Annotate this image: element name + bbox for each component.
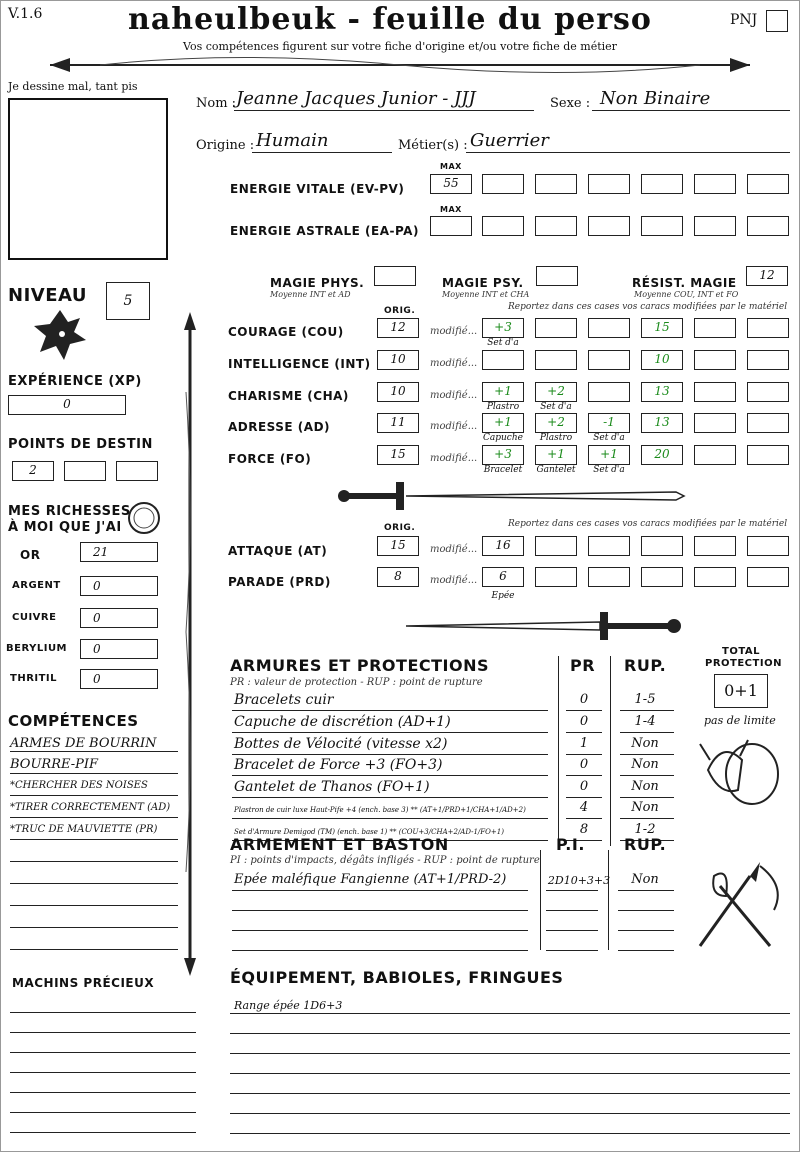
- carac-mod-box[interactable]: +1: [588, 445, 630, 465]
- carac-mod-box[interactable]: [694, 413, 736, 433]
- attaque-box-6[interactable]: [747, 536, 789, 556]
- richesse-berylium-box[interactable]: 0: [80, 639, 158, 659]
- spear-ornament-icon: [40, 50, 760, 80]
- combat-orig-label: ORIG.: [384, 523, 416, 533]
- carac-mod-box[interactable]: [694, 318, 736, 338]
- carac-mod-box[interactable]: [535, 350, 577, 370]
- carac-modif-label: modifié...: [430, 390, 478, 401]
- carac-mod-source: Set d'a: [593, 465, 625, 475]
- armure-name[interactable]: Plastron de cuir luxe Haut-Pife +4 (ench. base 3) ** (AT+1/PRD+1/CHA+1/AD+2): [234, 806, 526, 814]
- coin-icon: [126, 500, 162, 536]
- page-title: naheulbeuk - feuille du perso: [128, 2, 652, 37]
- armure-rup[interactable]: Non: [631, 736, 659, 751]
- carac-modif-label: modifié...: [430, 358, 478, 369]
- armures-rup-header: RUP.: [624, 656, 667, 675]
- magie-phys-note: Moyenne INT et AD: [270, 290, 351, 299]
- armure-pr[interactable]: 0: [579, 779, 589, 794]
- carac-mod-box[interactable]: [747, 445, 789, 465]
- richesses-label-1: MES RICHESSES: [8, 504, 131, 519]
- attaque-modif-label: modifié...: [430, 544, 478, 555]
- ea-box-1[interactable]: [482, 216, 524, 236]
- armure-rup[interactable]: Non: [631, 800, 659, 815]
- carac-mod-box[interactable]: [588, 318, 630, 338]
- arme-pi[interactable]: 2D10+3+3: [547, 874, 611, 887]
- ea-label: ENERGIE ASTRALE (EA-PA): [230, 224, 419, 238]
- carac-mod-source: Gantelet: [536, 465, 576, 475]
- attaque-box-2[interactable]: [535, 536, 577, 556]
- ea-box-3[interactable]: [588, 216, 630, 236]
- metier-value[interactable]: Guerrier: [470, 130, 549, 151]
- pas-de-limite: pas de limite: [704, 714, 776, 727]
- portrait-caption: Je dessine mal, tant pis: [8, 80, 138, 93]
- origine-value[interactable]: Humain: [256, 130, 329, 151]
- dragon-icon: [30, 304, 90, 364]
- armure-rup[interactable]: Non: [631, 779, 659, 794]
- carac-mod-box[interactable]: +3: [482, 318, 524, 338]
- resist-magie-box[interactable]: 12: [746, 266, 788, 286]
- richesse-thritil-label: THRITIL: [10, 673, 58, 684]
- niveau-label: NIVEAU: [8, 285, 87, 306]
- parade-label: PARADE (PRD): [228, 575, 331, 589]
- carac-name: INTELLIGENCE (INT): [228, 357, 371, 371]
- carac-mod-box[interactable]: +1: [482, 382, 524, 402]
- attaque-box-5[interactable]: [694, 536, 736, 556]
- armure-pr[interactable]: 4: [579, 800, 589, 815]
- armures-pr-header: PR: [570, 656, 596, 675]
- armure-name[interactable]: Bottes de Vélocité (vitesse x2): [234, 736, 448, 752]
- competence-1[interactable]: ARMES DE BOURRIN: [10, 736, 157, 751]
- carac-mod-source: Capuche: [483, 433, 523, 443]
- sexe-label: Sexe :: [550, 96, 591, 111]
- armure-rup[interactable]: Non: [631, 757, 659, 772]
- attaque-label: ATTAQUE (AT): [228, 544, 328, 558]
- armure-name[interactable]: Capuche de discrétion (AD+1): [234, 714, 451, 730]
- magie-psy-label: MAGIE PSY.: [442, 276, 524, 290]
- carac-mod-box[interactable]: [694, 382, 736, 402]
- armure-name[interactable]: Bracelet de Force +3 (FO+3): [234, 757, 443, 773]
- richesse-cuivre-box[interactable]: 0: [80, 608, 158, 628]
- carac-orig-box[interactable]: 10: [377, 382, 419, 402]
- equipement-title: ÉQUIPEMENT, BABIOLES, FRINGUES: [230, 968, 564, 987]
- parade-modif-label: modifié...: [430, 575, 478, 586]
- parade-mod-source: Epée: [491, 591, 515, 601]
- carac-orig-box[interactable]: 12: [377, 318, 419, 338]
- magie-phys-box[interactable]: [374, 266, 416, 286]
- parade-box-4[interactable]: [641, 567, 683, 587]
- armure-name[interactable]: Gantelet de Thanos (FO+1): [234, 779, 430, 795]
- competences-label: COMPÉTENCES: [8, 712, 139, 730]
- armure-pr[interactable]: 0: [579, 692, 589, 707]
- magie-phys-label: MAGIE PHYS.: [270, 276, 365, 290]
- ev-box-6[interactable]: [747, 174, 789, 194]
- richesse-or-box[interactable]: 21: [80, 542, 158, 562]
- parade-box-3[interactable]: [588, 567, 630, 587]
- parade-box-6[interactable]: [747, 567, 789, 587]
- total-protection-box[interactable]: 0+1: [714, 674, 768, 708]
- total-protection-label-1: TOTAL: [722, 646, 760, 657]
- xp-box[interactable]: 0: [8, 395, 126, 415]
- parade-orig-box[interactable]: 8: [377, 567, 419, 587]
- page-subtitle: Vos compétences figurent sur votre fiche d'origine et/ou votre fiche de métier: [183, 40, 617, 53]
- carac-mod-box[interactable]: [747, 413, 789, 433]
- richesses-label-2: À MOI QUE J'AI: [8, 520, 122, 535]
- caracs-orig-label: ORIG.: [384, 306, 416, 316]
- parade-mod-box[interactable]: 6: [482, 567, 524, 587]
- ev-box-5[interactable]: [694, 174, 736, 194]
- carac-mod-source: Bracelet: [483, 465, 523, 475]
- armures-title: ARMURES ET PROTECTIONS: [230, 656, 489, 675]
- magie-psy-box[interactable]: [536, 266, 578, 286]
- sword-icon: [336, 476, 686, 516]
- armure-rup[interactable]: 1-5: [634, 692, 656, 707]
- destin-box-1[interactable]: 2: [12, 461, 54, 481]
- carac-mod-source: Plastro: [539, 433, 573, 443]
- portrait-box[interactable]: [8, 98, 168, 260]
- carac-name: ADRESSE (AD): [228, 420, 331, 434]
- armure-rup[interactable]: 1-2: [634, 822, 656, 837]
- parade-box-5[interactable]: [694, 567, 736, 587]
- ea-max-label: MAX: [440, 205, 462, 214]
- richesse-argent-box[interactable]: 0: [80, 576, 158, 596]
- sexe-value[interactable]: Non Binaire: [600, 88, 711, 109]
- pnj-label: PNJ: [730, 12, 758, 28]
- ev-label: ENERGIE VITALE (EV-PV): [230, 182, 405, 196]
- nom-value[interactable]: Jeanne Jacques Junior - JJJ: [236, 88, 476, 109]
- armement-note: PI : points d'impacts, dégâts infligés - RUP : point de rupture: [230, 855, 540, 866]
- ea-max-box[interactable]: [430, 216, 472, 236]
- carac-mod-source: Plastro: [486, 402, 520, 412]
- version-label: V.1.6: [8, 6, 43, 22]
- carac-mod-box[interactable]: [747, 382, 789, 402]
- pnj-checkbox[interactable]: [766, 10, 788, 32]
- armure-pr[interactable]: 8: [579, 822, 589, 837]
- armure-pr[interactable]: 0: [579, 757, 589, 772]
- caracs-report-note: Reportez dans ces cases vos caracs modifiées par le matériel: [508, 302, 788, 312]
- carac-mod-box[interactable]: +1: [535, 445, 577, 465]
- carac-orig-box[interactable]: 11: [377, 413, 419, 433]
- carac-mod-box[interactable]: [694, 350, 736, 370]
- destin-box-3[interactable]: [116, 461, 158, 481]
- richesse-argent-label: ARGENT: [12, 580, 61, 591]
- armement-pi-header: P.I.: [556, 835, 585, 854]
- carac-mod-box[interactable]: [747, 350, 789, 370]
- competence-4[interactable]: *TIRER CORRECTEMENT (AD): [10, 802, 171, 813]
- carac-mod-box[interactable]: [694, 445, 736, 465]
- ea-box-4[interactable]: [641, 216, 683, 236]
- carac-mod-box[interactable]: 13: [641, 413, 683, 433]
- origine-label: Origine :: [196, 138, 255, 153]
- carac-mod-box[interactable]: [588, 382, 630, 402]
- richesse-or-label: OR: [20, 548, 41, 562]
- destin-box-2[interactable]: [64, 461, 106, 481]
- equipement-item-1[interactable]: Range épée 1D6+3: [234, 999, 343, 1012]
- carac-orig-box[interactable]: 15: [377, 445, 419, 465]
- competence-2[interactable]: BOURRE-PIF: [10, 757, 99, 772]
- helmet-shield-icon: [698, 730, 782, 810]
- destin-label: POINTS DE DESTIN: [8, 437, 153, 452]
- attaque-box-3[interactable]: [588, 536, 630, 556]
- ev-box-1[interactable]: [482, 174, 524, 194]
- richesse-berylium-label: BERYLIUM: [6, 643, 68, 654]
- carac-modif-label: modifié...: [430, 326, 478, 337]
- richesse-cuivre-label: CUIVRE: [12, 612, 57, 623]
- xp-label: EXPÉRIENCE (XP): [8, 374, 142, 389]
- competence-5[interactable]: *TRUC DE MAUVIETTE (PR): [10, 824, 158, 835]
- carac-modif-label: modifié...: [430, 421, 478, 432]
- carac-mod-box[interactable]: 20: [641, 445, 683, 465]
- arme-name[interactable]: Epée maléfique Fangienne (AT+1/PRD-2): [234, 872, 507, 887]
- armement-title: ARMEMENT ET BASTON: [230, 835, 449, 854]
- carac-orig-box[interactable]: 10: [377, 350, 419, 370]
- carac-mod-source: Set d'a: [487, 338, 519, 348]
- carac-mod-box[interactable]: [747, 318, 789, 338]
- carac-mod-box[interactable]: +2: [535, 413, 577, 433]
- carac-mod-source: Set d'a: [593, 433, 625, 443]
- carac-mod-box[interactable]: +2: [535, 382, 577, 402]
- armement-rup-header: RUP.: [624, 835, 667, 854]
- carac-mod-box[interactable]: -1: [588, 413, 630, 433]
- attaque-box-4[interactable]: [641, 536, 683, 556]
- ev-box-2[interactable]: [535, 174, 577, 194]
- ea-box-6[interactable]: [747, 216, 789, 236]
- total-protection-label-2: PROTECTION: [705, 658, 782, 669]
- armure-pr[interactable]: 0: [579, 714, 589, 729]
- magie-psy-note: Moyenne INT et CHA: [442, 290, 530, 299]
- combat-report-note: Reportez dans ces cases vos caracs modifiées par le matériel: [508, 519, 788, 529]
- carac-name: FORCE (FO): [228, 452, 312, 466]
- carac-mod-box[interactable]: [482, 350, 524, 370]
- attaque-mod-box[interactable]: 16: [482, 536, 524, 556]
- armure-rup[interactable]: 1-4: [634, 714, 656, 729]
- ev-max-box[interactable]: 55: [430, 174, 472, 194]
- sword-icon-2: [400, 608, 690, 644]
- carac-mod-source: Set d'a: [540, 402, 572, 412]
- ev-max-label: MAX: [440, 162, 462, 171]
- resist-magie-label: RÉSIST. MAGIE: [632, 276, 737, 290]
- arme-rup[interactable]: Non: [631, 872, 659, 887]
- richesse-thritil-box[interactable]: 0: [80, 669, 158, 689]
- metier-label: Métier(s) :: [398, 138, 468, 153]
- machins-label: MACHINS PRÉCIEUX: [12, 976, 155, 990]
- carac-mod-box[interactable]: +3: [482, 445, 524, 465]
- carac-name: CHARISME (CHA): [228, 389, 349, 403]
- carac-mod-box[interactable]: 10: [641, 350, 683, 370]
- carac-mod-box[interactable]: +1: [482, 413, 524, 433]
- carac-mod-box[interactable]: [535, 318, 577, 338]
- resist-magie-note: Moyenne COU, INT et FO: [634, 290, 739, 299]
- competence-3[interactable]: *CHERCHER DES NOISES: [10, 780, 148, 791]
- carac-name: COURAGE (COU): [228, 325, 344, 339]
- vertical-spear-icon: [178, 312, 202, 976]
- ea-box-5[interactable]: [694, 216, 736, 236]
- niveau-box[interactable]: 5: [106, 282, 150, 320]
- armure-name[interactable]: Set d'Armure Demigod (TM) (ench. base 1) ** (COU+3/CHA+2/AD-1/FO+1): [234, 828, 504, 836]
- nom-label: Nom :: [196, 96, 237, 111]
- armure-pr[interactable]: 1: [579, 736, 589, 751]
- carac-mod-box[interactable]: 15: [641, 318, 683, 338]
- ev-box-4[interactable]: [641, 174, 683, 194]
- carac-mod-box[interactable]: [588, 350, 630, 370]
- armures-note: PR : valeur de protection - RUP : point de rupture: [230, 677, 483, 688]
- ea-box-2[interactable]: [535, 216, 577, 236]
- armure-name[interactable]: Bracelets cuir: [234, 692, 334, 708]
- attaque-orig-box[interactable]: 15: [377, 536, 419, 556]
- carac-mod-box[interactable]: 13: [641, 382, 683, 402]
- carac-modif-label: modifié...: [430, 453, 478, 464]
- weapons-icon: [690, 856, 788, 952]
- ev-box-3[interactable]: [588, 174, 630, 194]
- parade-box-2[interactable]: [535, 567, 577, 587]
